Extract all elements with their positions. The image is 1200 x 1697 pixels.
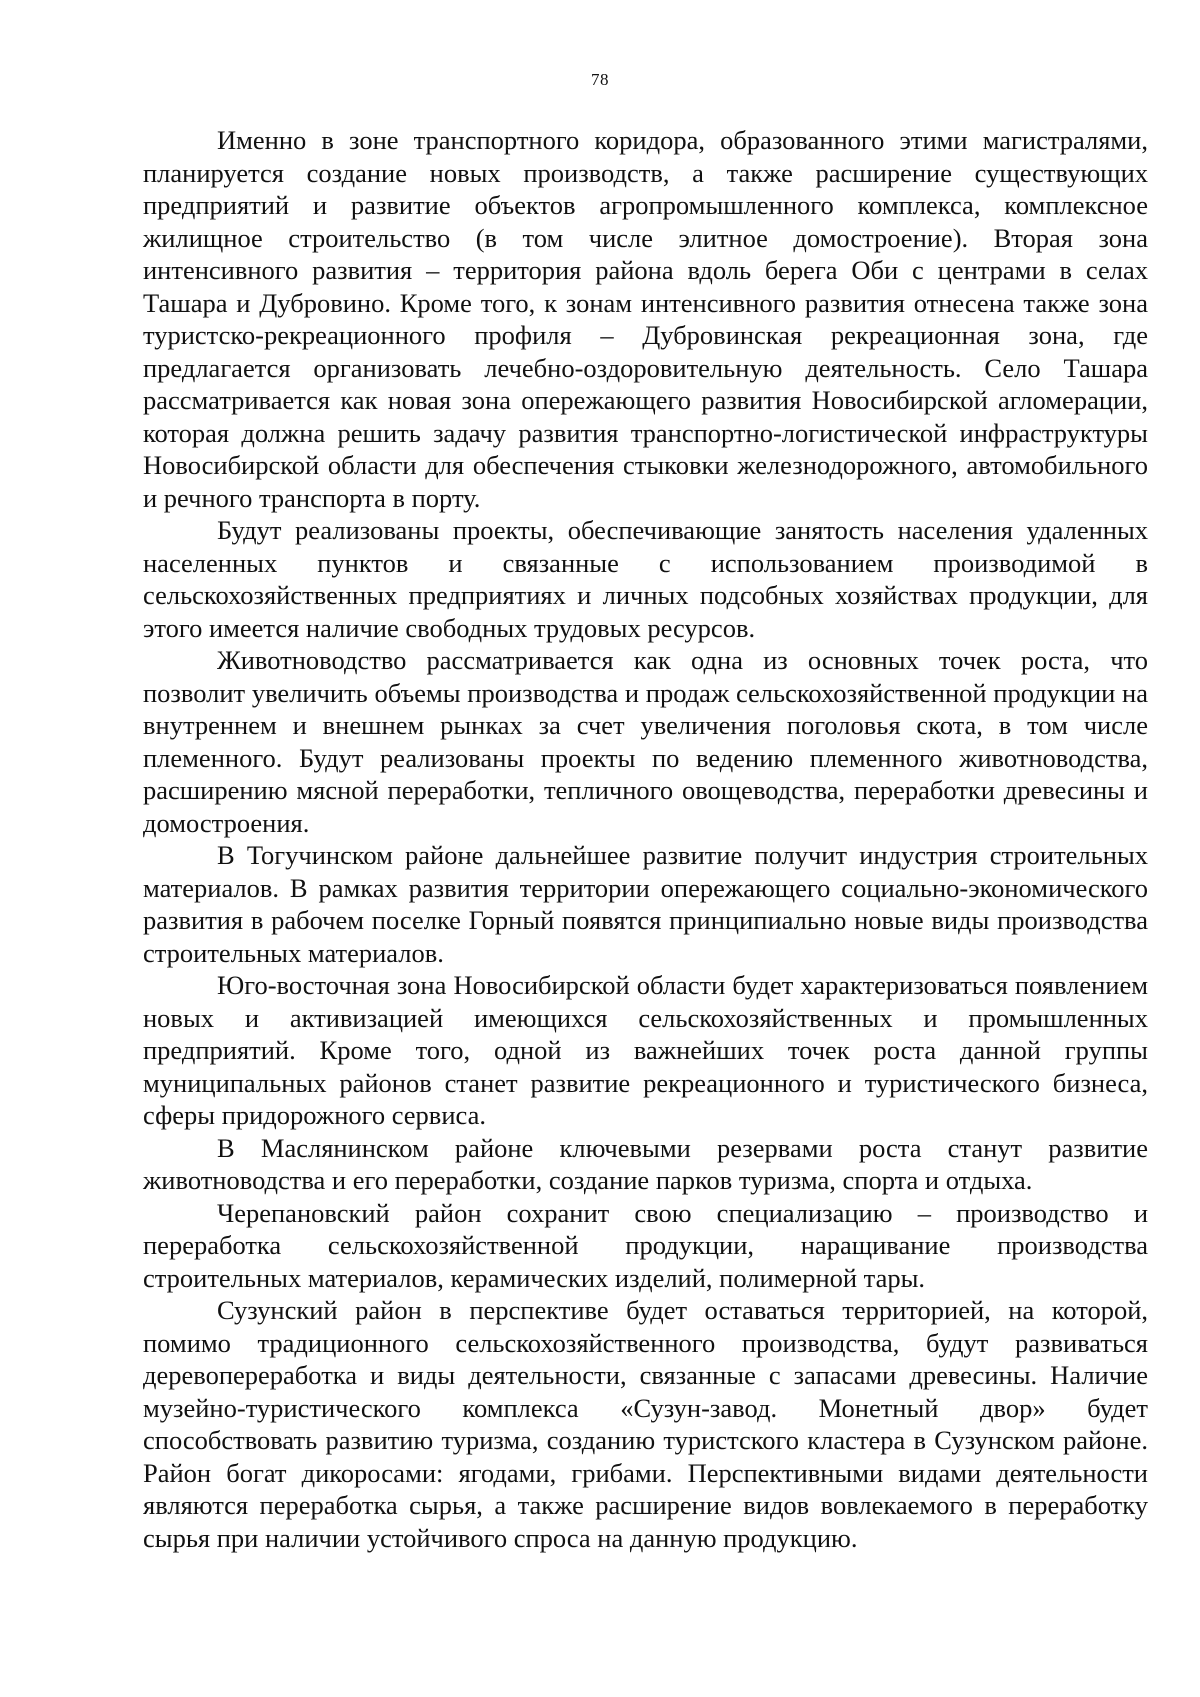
paragraph-maslyaninsky-district: В Маслянинском районе ключевыми резервами роста станут развитие животноводства и его переработки, создание парков туризма, спорта и отдыха. bbox=[143, 1132, 1148, 1195]
paragraph-southeast-zone: Юго-восточная зона Новосибирской области будет характеризоваться появлением новых и активизацией имеющихся сельскохозяйственных и промышленных предприятий. Кроме того, одной из важнейших точек роста данной группы муниципальных районов станет развитие рекреационного и туристического бизнеса, сферы придорожного сервиса. bbox=[143, 970, 1148, 1130]
document-body bbox=[143, 124, 1148, 1554]
page-number: 78 bbox=[591, 70, 609, 89]
paragraph-employment-projects: Будут реализованы проекты, обеспечивающие занятость населения удаленных населенных пунктов и связанные с использованием производимой в сельскохозяйственных предприятиях и личных подсобных хозяйствах продукции, для этого имеется наличие свободных трудовых ресурсов. bbox=[143, 515, 1148, 643]
paragraph-toguchinsky-district: В Тогучинском районе дальнейшее развитие получит индустрия строительных материалов. В рамках развития территории опережающего социально-экономического развития в рабочем поселке Горный появятся принципиально новые виды производства строительных материалов. bbox=[143, 840, 1148, 968]
paragraph-suzunsky-district: Сузунский район в перспективе будет оставаться территорией, на которой, помимо традиционного сельскохозяйственного производства, будут развиваться деревопереработка и виды деятельности, связанные с запасами древесины. Наличие музейно-туристического комплекса «Сузун-завод. Монетный двор» будет способствовать развитию туризма, созданию туристского кластера в Сузунском районе. Район богат дикоросами: ягодами, грибами. Перспективными видами деятельности являются переработка сырья, а также расширение видов вовлекаемого в переработку сырья при наличии устойчивого спроса на данную продукцию. bbox=[143, 1295, 1148, 1553]
paragraph-livestock: Животноводство рассматривается как одна из основных точек роста, что позволит увеличить объемы производства и продаж сельскохозяйственной продукции на внутреннем и внешнем рынках за счет увеличения поголовья скота, в том числе племенного. Будут реализованы проекты по ведению племенного животноводства, расширению мясной переработки, тепличного овощеводства, переработки древесины и домостроения. bbox=[143, 645, 1148, 838]
paragraph-cherepanovsky-district: Черепановский район сохранит свою специализацию – производство и переработка сельскохозяйственной продукции, наращивание производства строительных материалов, керамических изделий, полимерной тары. bbox=[143, 1197, 1148, 1293]
paragraph-transport-corridor: Именно в зоне транспортного коридора, образованного этими магистралями, планируется создание новых производств, а также расширение существующих предприятий и развитие объектов агропромышленного комплекса, комплексное жилищное строительство (в том числе элитное домостроение). Вторая зона интенсивного развития – территория района вдоль берега Оби с центрами в селах Ташара и Дубровино. Кроме того, к зонам интенсивного развития отнесена также зона туристско-рекреационного профиля – Дубровинская рекреационная зона, где предлагается организовать лечебно-оздоровительную деятельность. Село Ташара рассматривается как новая зона опережающего развития Новосибирской агломерации, которая должна решить задачу развития транспортно-логистической инфраструктуры Новосибирской области для обеспечения стыковки железнодорожного, автомобильного и речного транспорта в порту. bbox=[143, 125, 1148, 513]
